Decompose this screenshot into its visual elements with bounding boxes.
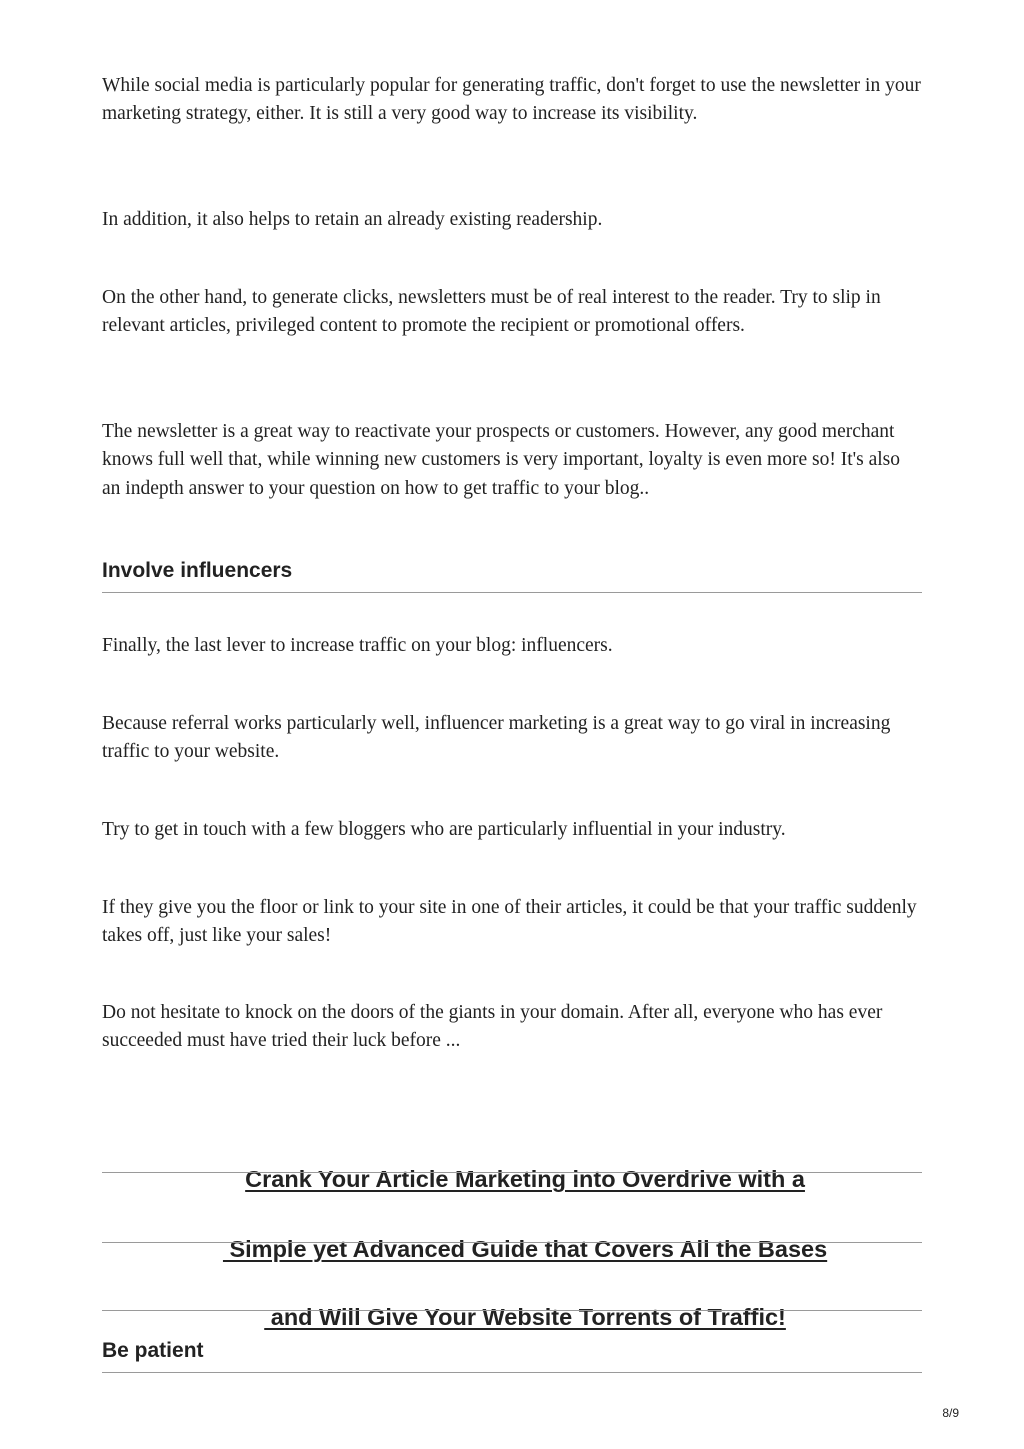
heading-divider-patient bbox=[102, 1372, 922, 1373]
promo-divider-3 bbox=[102, 1310, 922, 1311]
paragraph-link-to-site: If they give you the floor or link to your site in one of their articles, it could be that your traffic suddenly takes off, just like your sales! bbox=[102, 897, 917, 947]
paragraph-last-lever: Finally, the last lever to increase traffic on your blog: influencers. bbox=[102, 635, 613, 656]
promo-divider-1 bbox=[102, 1172, 922, 1173]
page-number: 8/9 bbox=[942, 1406, 959, 1420]
paragraph-giants: Do not hesitate to knock on the doors of the giants in your domain. After all, everyone who has ever succeeded must have tried their luck before ... bbox=[102, 1002, 883, 1052]
promo-divider-2 bbox=[102, 1242, 922, 1243]
promo-link-2[interactable]: Simple yet Advanced Guide that Covers All the Bases bbox=[222, 1236, 828, 1262]
paragraph-bloggers: Try to get in touch with a few bloggers who are particularly influential in your industry. bbox=[102, 819, 786, 840]
heading-involve-influencers: Involve influencers bbox=[102, 559, 293, 582]
heading-divider bbox=[102, 592, 922, 593]
heading-be-patient: Be patient bbox=[102, 1339, 204, 1362]
paragraph-generate-clicks: On the other hand, to generate clicks, newsletters must be of real interest to the reader. Try to slip in relevant articles, privileged content to promote the recipient or promotional offers. bbox=[102, 287, 881, 337]
paragraph-retain-readership: In addition, it also helps to retain an already existing readership. bbox=[102, 209, 603, 230]
paragraph-referral: Because referral works particularly well, influencer marketing is a great way to go viral in increasing traffic to your website. bbox=[102, 713, 891, 763]
paragraph-reactivate-prospects: The newsletter is a great way to reactivate your prospects or customers. However, any good merchant knows full well that, while winning new customers is very important, loyalty is even more so! It's also an indepth answer to your question on how to get traffic to your blog.. bbox=[102, 421, 901, 499]
paragraph-newsletter-intro: While social media is particularly popular for generating traffic, don't forget to use the newsletter in your marketing strategy, either. It is still a very good way to increase its visibility. bbox=[102, 75, 921, 125]
promo-link-3[interactable]: and Will Give Your Website Torrents of Traffic! bbox=[264, 1304, 786, 1330]
promo-link-1[interactable]: Crank Your Article Marketing into Overdrive with a bbox=[245, 1166, 805, 1192]
